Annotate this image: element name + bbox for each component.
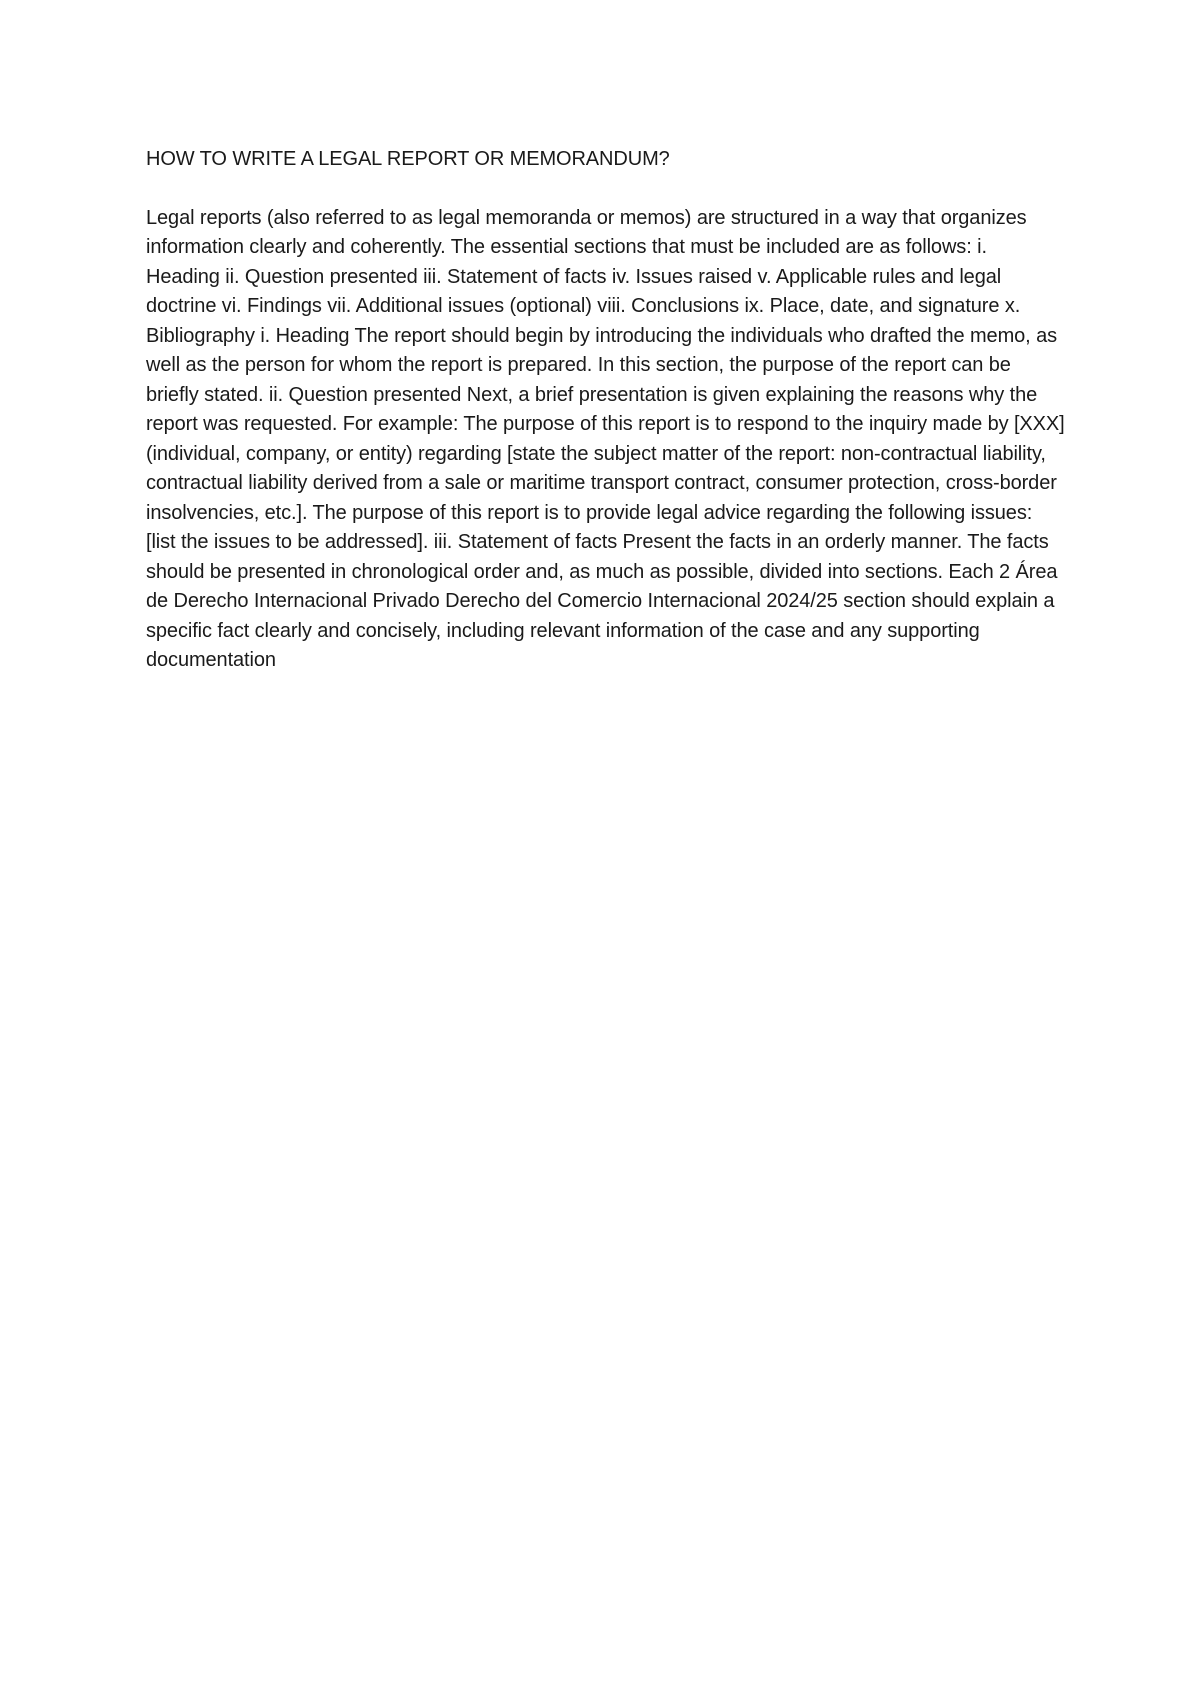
document-title: HOW TO WRITE A LEGAL REPORT OR MEMORANDUM? bbox=[146, 148, 670, 170]
document-content bbox=[146, 145, 1066, 676]
document-body-paragraph: Legal reports (also referred to as legal memoranda or memos) are structured in a way that organizes information clearly and coherently. The essential sections that must be included are as follows: i. Heading ii. Question presented iii. Statement of facts iv. Issues raised v. Applicable rules and legal doctrine vi. Findings vii. Additional issues (optional) viii. Conclusions ix. Place, date, and signature x. Bibliography i. Heading The report should begin by introducing the individuals who drafted the memo, as well as the person for whom the report is prepared. In this section, the purpose of the report can be briefly stated. ii. Question presented Next, a brief presentation is given explaining the reasons why the report was requested. For example: The purpose of this report is to respond to the inquiry made by [XXX] (individual, company, or entity) regarding [state the subject matter of the report: non-contractual liability, contractual liability derived from a sale or maritime transport contract, consumer protection, cross-border insolvencies, etc.]. The purpose of this report is to provide legal advice regarding the following issues: [list the issues to be addressed]. iii. Statement of facts Present the facts in an orderly manner. The facts should be presented in chronological order and, as much as possible, divided into sections. Each 2 Área de Derecho Internacional Privado Derecho del Comercio Internacional 2024/25 section should explain a specific fact clearly and concisely, including relevant information of the case and any supporting documentation bbox=[146, 206, 1065, 671]
